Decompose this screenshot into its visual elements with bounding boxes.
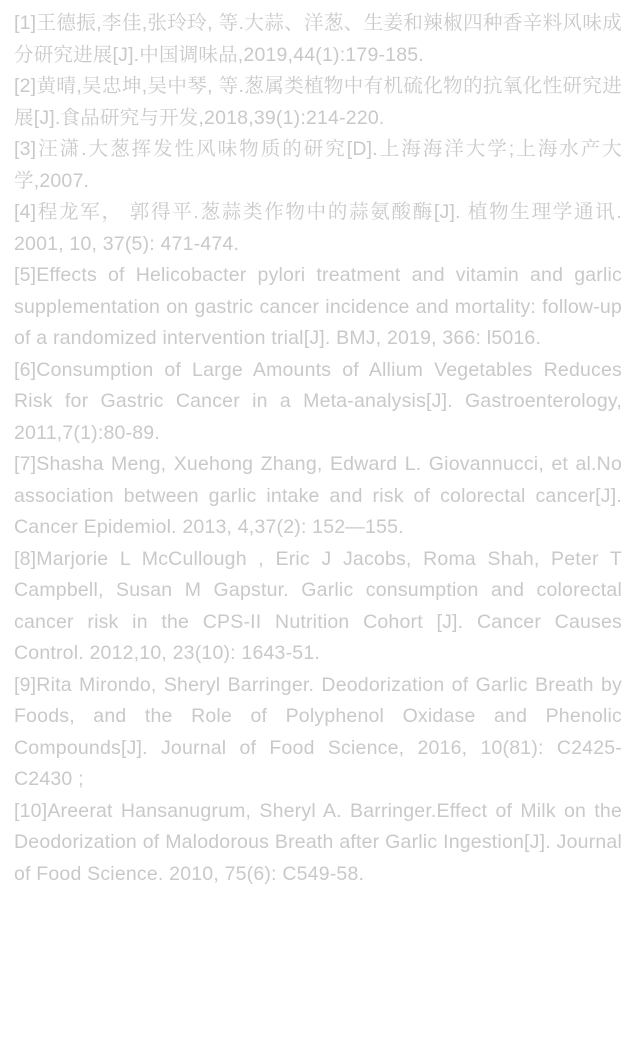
reference-item: [1]王德振,李佳,张玲玲, 等.大蒜、洋葱、生姜和辣椒四种香辛料风味成分研究进展[J].中国调味品,2019,44(1):179-185. — [14, 12, 622, 66]
reference-item: [4]程龙军， 郭得平.葱蒜类作物中的蒜氨酸酶[J]. 植物生理学通讯. 2001, 10, 37(5): 471-474. — [14, 201, 622, 255]
reference-item: [8]Marjorie L McCullough , Eric J Jacobs, Roma Shah, Peter T Campbell, Susan M Gapstur. Garlic consumption and colorectal cancer risk in the CPS-II Nutrition Cohort [J]. Cancer Causes Control. 2012,10, 23(10): 1643-51. — [14, 547, 622, 664]
reference-item: [5]Effects of Helicobacter pylori treatment and vitamin and garlic supplementation on gastric cancer incidence and mortality: follow-up of a randomized intervention trial[J]. BMJ, 2019, 366: l5016. — [14, 264, 622, 349]
reference-item: [9]Rita Mirondo, Sheryl Barringer. Deodorization of Garlic Breath by Foods, and the Role of Polyphenol Oxidase and Phenolic Compounds[J]. Journal of Food Science, 2016, 10(81): C2425-C2430 ; — [14, 673, 622, 790]
reference-item: [6]Consumption of Large Amounts of Allium Vegetables Reduces Risk for Gastric Cancer in a Meta-analysis[J]. Gastroenterology, 2011,7(1):80-89. — [14, 358, 622, 444]
reference-list — [14, 8, 622, 890]
reference-item: [3]汪潇.大葱挥发性风味物质的研究[D].上海海洋大学;上海水产大学,2007. — [14, 138, 622, 192]
reference-item: [7]Shasha Meng, Xuehong Zhang, Edward L. Giovannucci, et al.No association between garlic intake and risk of colorectal cancer[J]. Cancer Epidemiol. 2013, 4,37(2): 152—155. — [14, 453, 622, 538]
reference-item: [2]黄晴,吴忠坤,吴中琴, 等.葱属类植物中有机硫化物的抗氧化性研究进展[J].食品研究与开发,2018,39(1):214-220. — [14, 75, 622, 129]
reference-item: [10]Areerat Hansanugrum, Sheryl A. Barringer.Effect of Milk on the Deodorization of Malodorous Breath after Garlic Ingestion[J]. Journal of Food Science. 2010, 75(6): C549-58. — [14, 799, 622, 885]
